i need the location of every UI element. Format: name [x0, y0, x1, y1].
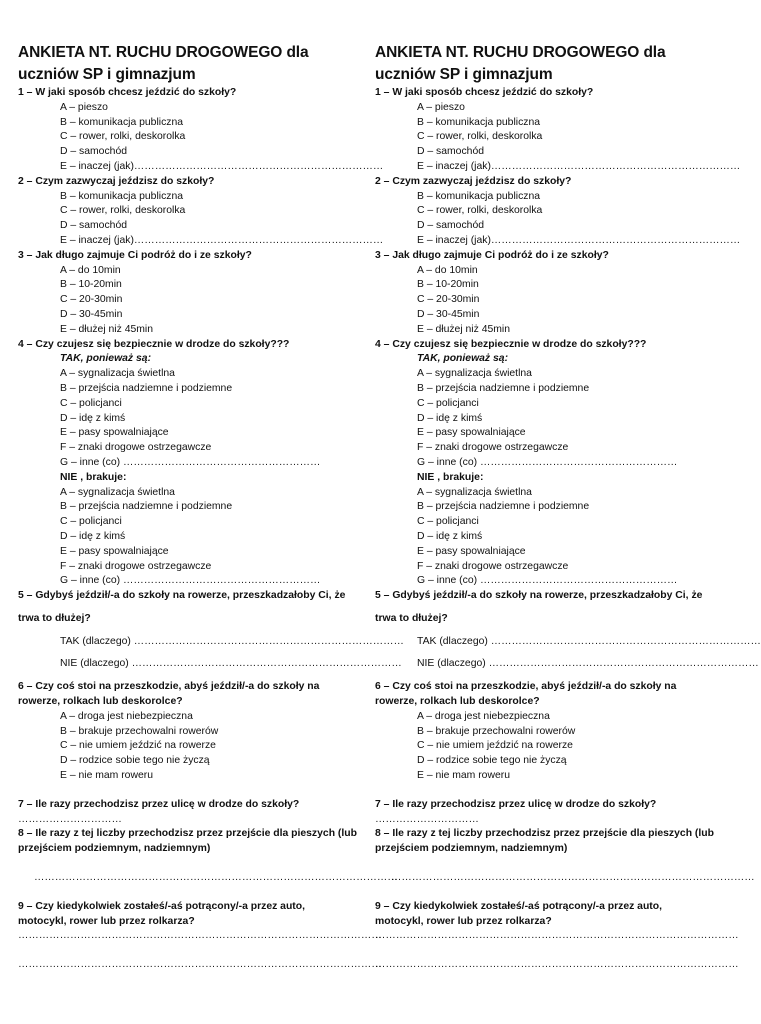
question-9-line-2: motocykl, rower lub przez rolkarza?: [18, 915, 195, 927]
question-9-line-1: 9 – Czy kiedykolwiek zostałeś/-aś potrącony/-a przez auto,: [375, 900, 662, 912]
survey-copy-left: [18, 42, 404, 973]
q1-option-e: E – inaczej (jak)………………………………………………………………: [417, 160, 741, 172]
q4-yes-option-c: C – policjanci: [417, 397, 479, 409]
question-7: 7 – Ile razy przechodzisz przez ulicę w drodze do szkoły?: [375, 798, 657, 810]
q6-option-a: A – droga jest niebezpieczna: [60, 710, 193, 722]
q3-option-b: B – 10-20min: [417, 279, 479, 291]
q6-option-e: E – nie mam roweru: [60, 770, 153, 782]
q8-answer: ……………………………………………………………………………………………: [34, 872, 398, 884]
q4-yes-option-e: E – pasy spowalniające: [417, 427, 526, 439]
q3-option-c: C – 20-30min: [60, 294, 123, 306]
question-2: 2 – Czym zazwyczaj jeździsz do szkoły?: [375, 175, 572, 187]
q6-option-b: B – brakuje przechowalni rowerów: [60, 725, 219, 737]
q4-no-option-g: G – inne (co) …………………………………………………: [417, 575, 678, 587]
q3-option-c: C – 20-30min: [417, 294, 480, 306]
q9-answer-1: ……………………………………………………………………………………………: [18, 930, 382, 942]
q5-yes-answer: TAK (dlaczego) ……………………………………………………………………: [417, 635, 761, 647]
question-6-line-1: 6 – Czy coś stoi na przeszkodzie, abyś jeździł/-a do szkoły na: [375, 681, 677, 693]
q1-option-b: B – komunikacja publiczna: [417, 116, 541, 128]
question-8-line-2: przejściem podziemnym, nadziemnym): [18, 843, 211, 855]
q9-answer-1: ……………………………………………………………………………………………: [375, 930, 739, 942]
q4-yes-option-d: D – idę z kimś: [417, 412, 483, 424]
q6-option-a: A – droga jest niebezpieczna: [417, 710, 550, 722]
q3-option-d: D – 30-45min: [417, 308, 480, 320]
q2-option-b: B – komunikacja publiczna: [417, 190, 541, 202]
question-8-line-2: przejściem podziemnym, nadziemnym): [375, 843, 568, 855]
q4-yes-option-g: G – inne (co) …………………………………………………: [60, 456, 321, 468]
question-5-line-1: 5 – Gdybyś jeździł/-a do szkoły na rowerze, przeszkadzałoby Ci, że: [18, 590, 346, 602]
q4-yes-option-c: C – policjanci: [60, 397, 122, 409]
q2-option-d: D – samochód: [60, 220, 127, 232]
q2-option-e: E – inaczej (jak)………………………………………………………………: [60, 234, 384, 246]
question-5-line-1: 5 – Gdybyś jeździł/-a do szkoły na rowerze, przeszkadzałoby Ci, że: [375, 590, 703, 602]
q1-option-c: C – rower, rolki, deskorolka: [417, 131, 543, 143]
question-1: 1 – W jaki sposób chcesz jeździć do szkoły?: [18, 87, 237, 98]
q4-no-option-f: F – znaki drogowe ostrzegawcze: [60, 560, 212, 572]
q1-option-a: A – pieszo: [417, 101, 465, 113]
q3-option-d: D – 30-45min: [60, 308, 123, 320]
q8-answer: ……………………………………………………………………………………………: [391, 872, 755, 884]
q3-option-e: E – dłużej niż 45min: [417, 323, 510, 335]
q4-no-option-f: F – znaki drogowe ostrzegawcze: [417, 560, 569, 572]
q4-yes-option-e: E – pasy spowalniające: [60, 427, 169, 439]
q6-option-d: D – rodzice sobie tego nie życzą: [60, 755, 210, 767]
q4-no-option-d: D – idę z kimś: [60, 530, 126, 542]
q3-option-a: A – do 10min: [417, 264, 478, 276]
question-3: 3 – Jak długo zajmuje Ci podróż do i ze szkoły?: [18, 249, 252, 261]
q6-option-b: B – brakuje przechowalni rowerów: [417, 725, 576, 737]
q2-option-c: C – rower, rolki, deskorolka: [60, 205, 186, 217]
q4-yes-option-b: B – przejścia nadziemne i podziemne: [60, 382, 233, 394]
q7-answer: …………………………: [375, 813, 479, 825]
q1-option-d: D – samochód: [417, 146, 484, 158]
q6-option-c: C – nie umiem jeździć na rowerze: [417, 740, 573, 752]
question-3: 3 – Jak długo zajmuje Ci podróż do i ze szkoły?: [375, 249, 609, 261]
q9-answer-2: ……………………………………………………………………………………………: [18, 959, 382, 971]
q4-no-option-a: A – sygnalizacja świetlna: [60, 486, 175, 498]
question-6-line-2: rowerze, rolkach lub deskorolce?: [18, 696, 183, 708]
q4-yes-option-a: A – sygnalizacja świetlna: [417, 368, 532, 380]
q6-option-d: D – rodzice sobie tego nie życzą: [417, 755, 567, 767]
q3-option-e: E – dłużej niż 45min: [60, 323, 153, 335]
q4-yes-option-b: B – przejścia nadziemne i podziemne: [417, 382, 590, 394]
q3-option-b: B – 10-20min: [60, 279, 122, 291]
q5-no-answer: NIE (dlaczego) ……………………………………………………………………: [60, 658, 402, 670]
question-6-line-2: rowerze, rolkach lub deskorolce?: [375, 696, 540, 708]
question-8-line-1: 8 – Ile razy z tej liczby przechodzisz przez przejście dla pieszych (lub: [18, 828, 357, 840]
q1-option-c: C – rower, rolki, deskorolka: [60, 131, 186, 143]
question-9-line-2: motocykl, rower lub przez rolkarza?: [375, 915, 552, 927]
q1-option-a: A – pieszo: [60, 101, 108, 113]
q2-option-c: C – rower, rolki, deskorolka: [417, 205, 543, 217]
question-8-line-1: 8 – Ile razy z tej liczby przechodzisz przez przejście dla pieszych (lub: [375, 828, 714, 840]
q4-no-label: NIE , brakuje:: [417, 471, 484, 483]
q4-yes-option-a: A – sygnalizacja świetlna: [60, 368, 175, 380]
q3-option-a: A – do 10min: [60, 264, 121, 276]
question-5-line-2: trwa to dłużej?: [18, 612, 91, 624]
q2-option-d: D – samochód: [417, 220, 484, 232]
q4-no-option-b: B – przejścia nadziemne i podziemne: [417, 501, 590, 513]
q4-no-option-c: C – policjanci: [417, 516, 479, 528]
question-5-line-2: trwa to dłużej?: [375, 612, 448, 624]
q4-no-option-b: B – przejścia nadziemne i podziemne: [60, 501, 233, 513]
q4-no-option-d: D – idę z kimś: [417, 530, 483, 542]
question-1: 1 – W jaki sposób chcesz jeździć do szkoły?: [375, 87, 594, 98]
q4-yes-option-d: D – idę z kimś: [60, 412, 126, 424]
q6-option-e: E – nie mam roweru: [417, 770, 510, 782]
question-9-line-1: 9 – Czy kiedykolwiek zostałeś/-aś potrącony/-a przez auto,: [18, 900, 305, 912]
q4-no-option-e: E – pasy spowalniające: [417, 545, 526, 557]
question-6-line-1: 6 – Czy coś stoi na przeszkodzie, abyś jeździł/-a do szkoły na: [18, 681, 320, 693]
survey-copy-right: [375, 42, 761, 973]
q4-no-option-g: G – inne (co) …………………………………………………: [60, 575, 321, 587]
question-2: 2 – Czym zazwyczaj jeździsz do szkoły?: [18, 175, 215, 187]
q1-option-d: D – samochód: [60, 146, 127, 158]
question-7: 7 – Ile razy przechodzisz przez ulicę w drodze do szkoły?: [18, 798, 300, 810]
question-4: 4 – Czy czujesz się bezpiecznie w drodze do szkoły???: [18, 338, 290, 350]
q1-option-b: B – komunikacja publiczna: [60, 116, 184, 128]
q4-no-option-c: C – policjanci: [60, 516, 122, 528]
survey-title: ANKIETA NT. RUCHU DROGOWEGO dla uczniów SP i gimnazjum: [375, 44, 666, 83]
q4-yes-option-f: F – znaki drogowe ostrzegawcze: [60, 442, 212, 454]
q4-no-option-a: A – sygnalizacja świetlna: [417, 486, 532, 498]
q4-yes-label: TAK, ponieważ są:: [60, 353, 152, 365]
q4-yes-label: TAK, ponieważ są:: [417, 353, 509, 365]
q5-no-answer: NIE (dlaczego) ……………………………………………………………………: [417, 658, 759, 670]
q4-no-option-e: E – pasy spowalniające: [60, 545, 169, 557]
q2-option-b: B – komunikacja publiczna: [60, 190, 184, 202]
question-4: 4 – Czy czujesz się bezpiecznie w drodze do szkoły???: [375, 338, 647, 350]
q5-yes-answer: TAK (dlaczego) ……………………………………………………………………: [60, 635, 404, 647]
q1-option-e: E – inaczej (jak)………………………………………………………………: [60, 160, 384, 172]
q2-option-e: E – inaczej (jak)………………………………………………………………: [417, 234, 741, 246]
q6-option-c: C – nie umiem jeździć na rowerze: [60, 740, 216, 752]
q7-answer: …………………………: [18, 813, 122, 825]
q9-answer-2: ……………………………………………………………………………………………: [375, 959, 739, 971]
survey-title: ANKIETA NT. RUCHU DROGOWEGO dla uczniów SP i gimnazjum: [18, 44, 309, 83]
q4-yes-option-g: G – inne (co) …………………………………………………: [417, 456, 678, 468]
q4-no-label: NIE , brakuje:: [60, 471, 127, 483]
q4-yes-option-f: F – znaki drogowe ostrzegawcze: [417, 442, 569, 454]
